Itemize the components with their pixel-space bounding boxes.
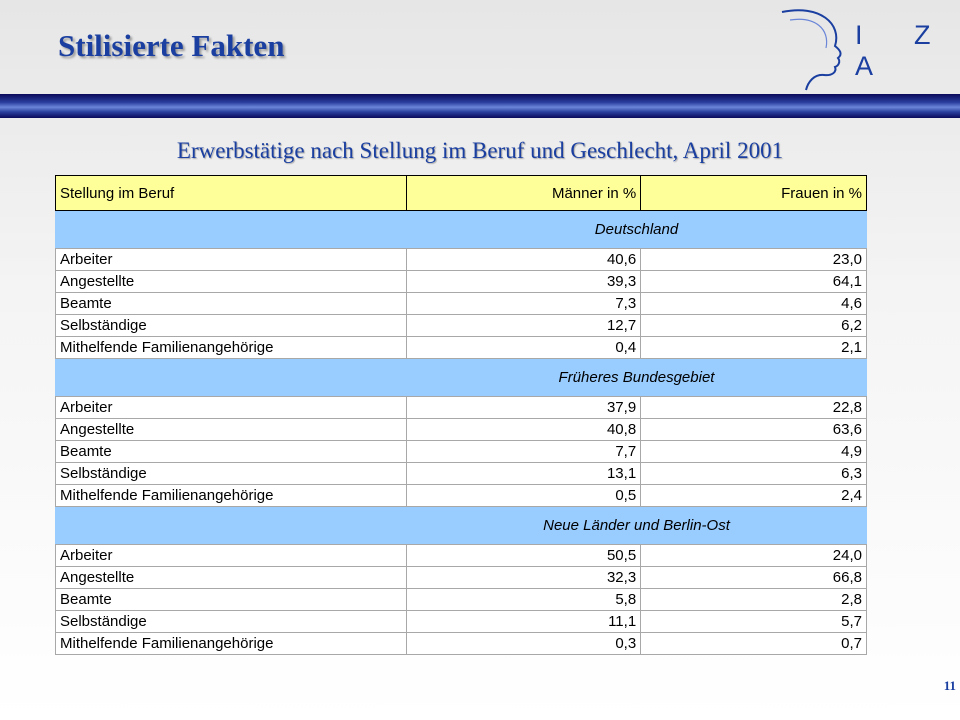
cell-label: Beamte [56,441,407,463]
cell-men: 12,7 [407,315,641,337]
cell-women: 6,2 [641,315,867,337]
cell-label: Mithelfende Familienangehörige [56,485,407,507]
cell-label: Mithelfende Familienangehörige [56,633,407,655]
section-title: Deutschland [407,211,867,249]
cell-women: 63,6 [641,419,867,441]
cell-label: Beamte [56,589,407,611]
cell-women: 66,8 [641,567,867,589]
table-row [56,419,867,441]
cell-women: 0,7 [641,633,867,655]
table-row [56,567,867,589]
cell-women: 4,9 [641,441,867,463]
cell-men: 7,7 [407,441,641,463]
section-row [56,507,867,545]
cell-label: Angestellte [56,271,407,293]
header-frauen: Frauen in % [641,176,867,211]
table-row [56,441,867,463]
cell-women: 4,6 [641,293,867,315]
table-row [56,485,867,507]
cell-label: Angestellte [56,419,407,441]
header-bar [0,94,960,118]
cell-label: Beamte [56,293,407,315]
cell-label: Selbständige [56,315,407,337]
cell-men: 32,3 [407,567,641,589]
section-title: Neue Länder und Berlin-Ost [407,507,867,545]
logo-text: I Z A [855,20,953,81]
section-row [56,359,867,397]
cell-label: Arbeiter [56,397,407,419]
header-stellung: Stellung im Beruf [56,176,407,211]
table-row [56,271,867,293]
cell-women: 2,4 [641,485,867,507]
table-row [56,589,867,611]
cell-label: Mithelfende Familienangehörige [56,337,407,359]
table-row [56,249,867,271]
cell-men: 37,9 [407,397,641,419]
table-row [56,463,867,485]
cell-men: 40,6 [407,249,641,271]
cell-women: 2,1 [641,337,867,359]
cell-men: 40,8 [407,419,641,441]
table-row [56,337,867,359]
cell-women: 64,1 [641,271,867,293]
slide-title: Stilisierte Fakten [58,28,285,63]
cell-men: 50,5 [407,545,641,567]
cell-women: 22,8 [641,397,867,419]
cell-label: Arbeiter [56,249,407,271]
header-maenner: Männer in % [407,176,641,211]
cell-women: 24,0 [641,545,867,567]
cell-label: Arbeiter [56,545,407,567]
table-row [56,315,867,337]
cell-men: 0,3 [407,633,641,655]
table-caption: Erwerbstätige nach Stellung im Beruf und Geschlecht, April 2001 [176,138,784,163]
employment-table [55,175,867,655]
cell-men: 39,3 [407,271,641,293]
cell-women: 23,0 [641,249,867,271]
cell-women: 5,7 [641,611,867,633]
table-row [56,397,867,419]
cell-men: 7,3 [407,293,641,315]
cell-men: 0,4 [407,337,641,359]
cell-men: 5,8 [407,589,641,611]
table-row [56,633,867,655]
cell-label: Angestellte [56,567,407,589]
cell-women: 6,3 [641,463,867,485]
section-title: Früheres Bundesgebiet [407,359,867,397]
cell-label: Selbständige [56,611,407,633]
table-row [56,545,867,567]
table-row [56,293,867,315]
cell-men: 11,1 [407,611,641,633]
cell-men: 0,5 [407,485,641,507]
table-header-row [56,176,867,211]
cell-label: Selbständige [56,463,407,485]
cell-women: 2,8 [641,589,867,611]
table-row [56,611,867,633]
cell-men: 13,1 [407,463,641,485]
section-row [56,211,867,249]
page-number: 11 [943,678,956,693]
